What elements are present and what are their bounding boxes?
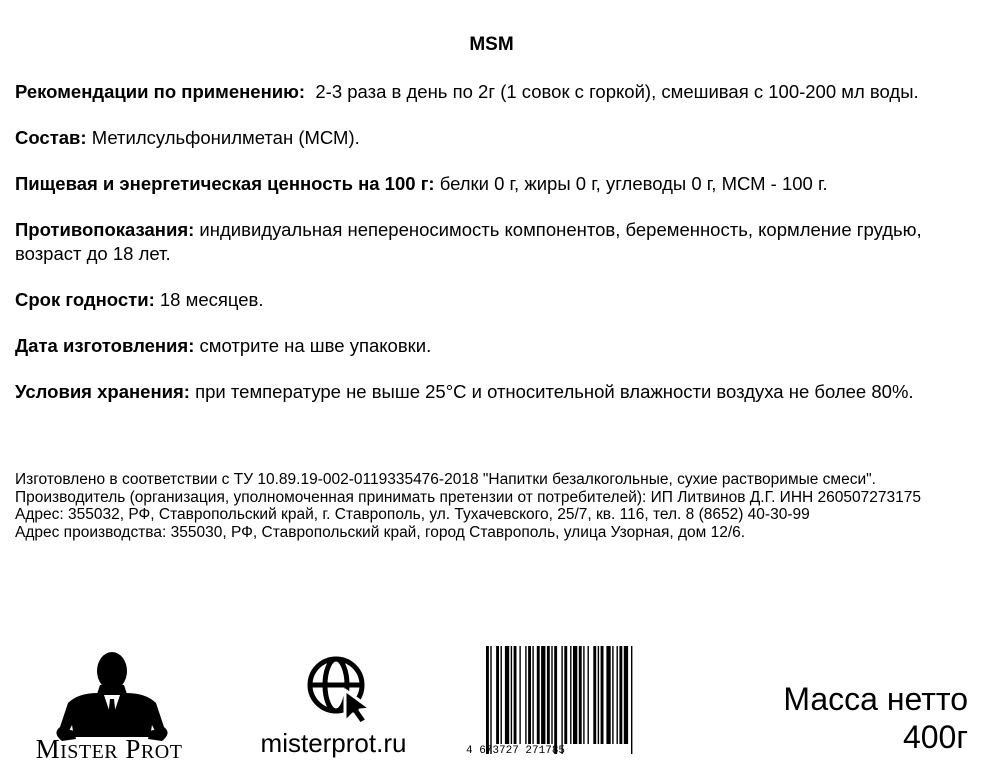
section-label: Срок годности: <box>15 289 155 310</box>
barcode-digits: 4 673727 271785 <box>466 745 566 757</box>
barcode-bar <box>551 646 552 744</box>
section-text: 18 месяцев. <box>154 289 264 310</box>
barcode-bar <box>528 646 531 744</box>
fine-print-line: Адрес: 355032, РФ, Ставропольский край, г. Ставрополь, ул. Тухачевского, 25/7, кв. 116, тел. 8 (8652) 40-30-99 <box>15 506 810 523</box>
barcode-bar <box>598 646 599 744</box>
barcode <box>466 643 692 758</box>
section-text: Метилсульфонилметан (МСМ). <box>86 127 360 148</box>
label-sections <box>15 80 950 426</box>
barcode-bar <box>519 646 520 744</box>
barcode-bar <box>624 646 628 744</box>
section-0 <box>15 80 950 104</box>
barcode-bar <box>570 646 571 744</box>
barcode-bar <box>490 646 491 754</box>
barcode-bar <box>537 646 540 744</box>
barcode-bar <box>573 646 577 744</box>
barcode-bar <box>601 646 604 744</box>
barcode-bar <box>505 646 509 744</box>
barcode-bar <box>547 646 550 744</box>
section-label: Условия хранения: <box>15 381 190 402</box>
barcode-bar <box>631 646 632 754</box>
barcode-bar <box>564 646 567 744</box>
section-label: Пищевая и энергетическая ценность на 100 г: <box>15 173 435 194</box>
barcode-bar <box>588 646 589 744</box>
section-label: Противопоказания: <box>15 219 195 240</box>
section-text: 2-3 раза в день по 2г (1 совок с горкой), смешивая с 100-200 мл воды. <box>305 81 919 102</box>
barcode-bar <box>561 646 562 754</box>
barcode-bar <box>593 646 596 744</box>
section-3 <box>15 218 950 266</box>
section-2 <box>15 172 950 196</box>
barcode-bar <box>501 646 502 744</box>
barcode-bar <box>617 646 618 744</box>
net-weight-value: 400г <box>902 719 968 755</box>
fine-print-line: Изготовлено в соответствии с ТУ 10.89.19-002-0119335476-2018 "Напитки безалкогольные, сухие растворимые смеси". <box>15 471 876 488</box>
section-text: индивидуальная непереносимость компонентов, беременность, кормление грудью, возраст до 18 лет. <box>15 219 927 264</box>
net-weight <box>720 680 968 756</box>
globe-cursor-icon <box>305 654 377 724</box>
fine-print <box>15 471 950 541</box>
barcode-bar <box>496 646 499 744</box>
section-text: смотрите на шве упаковки. <box>194 335 432 356</box>
barcode-bar <box>541 646 545 744</box>
brand-logo-text: MISTER PROT <box>35 734 183 764</box>
barcode-bar <box>579 646 582 744</box>
section-5 <box>15 334 950 358</box>
barcode-bar <box>532 646 533 744</box>
website-url[interactable]: misterprot.ru <box>260 728 407 758</box>
barcode-bar <box>612 646 613 744</box>
barcode-bar <box>619 646 622 744</box>
section-4 <box>15 288 950 312</box>
barcode-bar <box>525 646 526 744</box>
barcode-bar <box>583 646 584 744</box>
fine-print-line: Адрес производства: 355030, РФ, Ставропольский край, город Ставрополь, улица Узорная, дом 12/6. <box>15 523 746 541</box>
barcode-bar <box>511 646 512 744</box>
barcode-bar <box>514 646 517 744</box>
section-label: Дата изготовления: <box>15 335 195 356</box>
barcode-bar <box>486 646 489 754</box>
barcode-bar <box>606 646 610 744</box>
barcode-bar <box>554 646 557 754</box>
product-title: MSM <box>469 34 514 55</box>
fine-print-line: Производитель (организация, уполномоченная принимать претензии от потребителей): ИП Литвинов Д.Г. ИНН 260507273175 <box>15 488 921 506</box>
net-weight-label: Масса нетто <box>783 681 968 717</box>
section-6 <box>15 380 950 404</box>
section-text: при температуре не выше 25°C и относительной влажности воздуха не более 80%. <box>189 381 914 402</box>
section-1 <box>15 126 950 150</box>
section-label: Рекомендации по применению: <box>15 81 306 102</box>
section-label: Состав: <box>15 127 87 148</box>
section-text: белки 0 г, жиры 0 г, углеводы 0 г, МСМ - 100 г. <box>434 173 828 194</box>
